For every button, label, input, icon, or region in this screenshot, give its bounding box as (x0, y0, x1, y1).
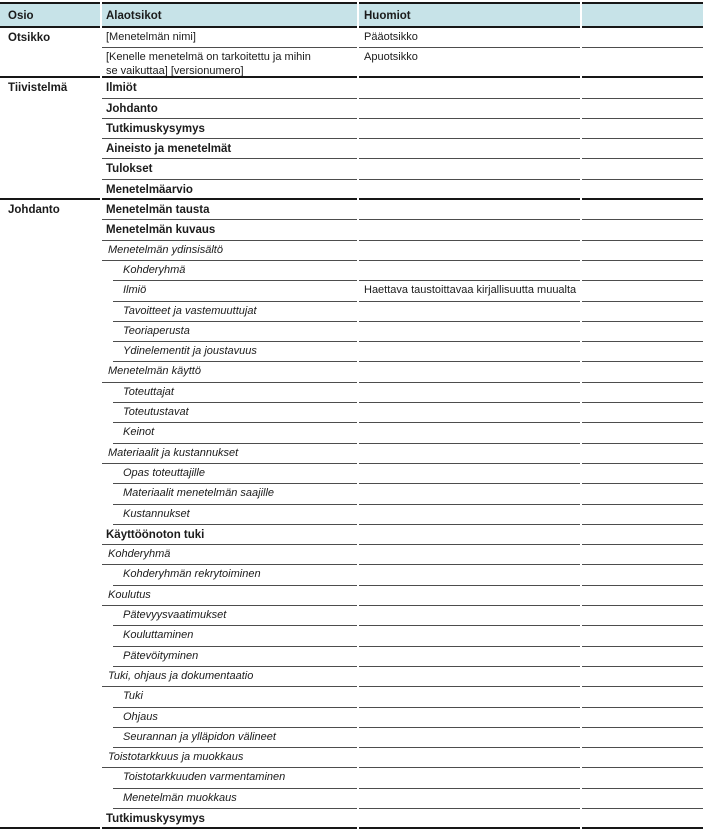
alaotsikko-cell (102, 728, 357, 748)
empty-cell (582, 789, 703, 809)
table-row (0, 302, 705, 322)
huomio-cell (359, 403, 580, 423)
huomio-cell-text: Haettava taustoittavaa kirjallisuutta muualta (364, 284, 577, 297)
alaotsikko-cell-text: Johdanto (106, 102, 158, 115)
table-row (0, 667, 705, 687)
alaotsikko-cell-text: Toistotarkkuus ja muokkaus (108, 751, 244, 764)
alaotsikko-cell-text: Materiaalit ja kustannukset (108, 446, 239, 459)
alaotsikko-cell (102, 241, 357, 261)
alaotsikko-cell (102, 687, 357, 707)
huomio-cell (359, 302, 580, 322)
huomio-cell (359, 322, 580, 342)
empty-cell (582, 464, 703, 484)
alaotsikko-cell-text: Ydinelementit ja joustavuus (123, 345, 257, 358)
column-header-osio (0, 2, 100, 28)
huomio-cell (359, 28, 580, 48)
huomio-cell (359, 48, 580, 78)
alaotsikko-cell-text: Opas toteuttajille (123, 466, 205, 479)
huomio-cell (359, 626, 580, 646)
empty-cell (582, 748, 703, 768)
alaotsikko-cell-text: Tavoitteet ja vastemuuttujat (123, 304, 257, 317)
osio-cell (0, 545, 100, 565)
empty-cell (582, 505, 703, 525)
empty-cell (582, 403, 703, 423)
empty-cell (582, 281, 703, 301)
table-row (0, 647, 705, 667)
osio-cell (0, 220, 100, 240)
alaotsikko-cell-text: Menetelmän käyttö (108, 365, 201, 378)
alaotsikko-cell-text: Toteuttajat (123, 385, 174, 398)
osio-cell (0, 139, 100, 159)
alaotsikko-cell (102, 342, 357, 362)
alaotsikko-cell-text: Pätevyysvaatimukset (123, 609, 227, 622)
osio-cell (0, 748, 100, 768)
table-row (0, 261, 705, 281)
huomio-cell (359, 748, 580, 768)
osio-cell (0, 809, 100, 829)
alaotsikko-cell-text: Menetelmän kuvaus (106, 224, 216, 237)
osio-cell (0, 362, 100, 382)
huomio-cell (359, 586, 580, 606)
alaotsikko-cell (102, 545, 357, 565)
alaotsikko-cell-text: Tuki (123, 690, 143, 703)
osio-cell (0, 789, 100, 809)
alaotsikko-cell (102, 99, 357, 119)
empty-cell (582, 545, 703, 565)
huomio-cell (359, 768, 580, 788)
osio-cell (0, 383, 100, 403)
table-row (0, 342, 705, 362)
alaotsikko-cell-text: Ohjaus (123, 710, 158, 723)
alaotsikko-cell-text: Tutkimuskysymys (106, 122, 205, 135)
alaotsikko-cell (102, 322, 357, 342)
table-row (0, 464, 705, 484)
alaotsikko-cell (102, 281, 357, 301)
osio-cell (0, 281, 100, 301)
alaotsikko-cell (102, 302, 357, 322)
alaotsikko-cell-text: Seurannan ja ylläpidon välineet (123, 730, 276, 743)
alaotsikko-cell (102, 626, 357, 646)
column-header-empty (582, 2, 703, 28)
osio-cell (0, 708, 100, 728)
alaotsikko-cell (102, 789, 357, 809)
table-row (0, 789, 705, 809)
empty-cell (582, 302, 703, 322)
table-row (0, 28, 705, 48)
empty-cell (582, 159, 703, 179)
table-row (0, 809, 705, 829)
osio-cell (0, 667, 100, 687)
table-row (0, 606, 705, 626)
osio-cell (0, 423, 100, 443)
alaotsikko-cell (102, 464, 357, 484)
table-row (0, 565, 705, 585)
table-row (0, 748, 705, 768)
osio-cell-text: Johdanto (8, 204, 60, 217)
osio-cell (0, 484, 100, 504)
osio-cell-text: Tiivistelmä (8, 82, 68, 95)
huomio-cell (359, 423, 580, 443)
column-header-huomiot-text: Huomiot (364, 10, 411, 22)
empty-cell (582, 48, 703, 78)
alaotsikko-cell-text: Pätevöityminen (123, 649, 199, 662)
huomio-cell (359, 281, 580, 301)
osio-cell (0, 444, 100, 464)
empty-cell (582, 525, 703, 545)
empty-cell (582, 139, 703, 159)
huomio-cell (359, 687, 580, 707)
empty-cell (582, 708, 703, 728)
alaotsikko-cell (102, 78, 357, 98)
osio-cell (0, 180, 100, 200)
huomio-cell (359, 362, 580, 382)
osio-cell (0, 99, 100, 119)
osio-cell-text: Otsikko (8, 32, 51, 44)
huomio-cell (359, 667, 580, 687)
osio-cell (0, 647, 100, 667)
alaotsikko-cell (102, 565, 357, 585)
empty-cell (582, 667, 703, 687)
alaotsikko-cell-text: Ilmiöt (106, 82, 137, 95)
alaotsikko-cell-text: Toteutustavat (123, 406, 189, 419)
empty-cell (582, 647, 703, 667)
osio-cell (0, 464, 100, 484)
empty-cell (582, 565, 703, 585)
alaotsikko-cell-text: Teoriaperusta (123, 324, 190, 337)
empty-cell (582, 220, 703, 240)
table-header-row (0, 2, 705, 28)
empty-cell (582, 362, 703, 382)
alaotsikko-cell-text: Kohderyhmä (123, 263, 186, 276)
huomio-cell (359, 220, 580, 240)
huomio-cell (359, 789, 580, 809)
osio-cell (0, 525, 100, 545)
huomio-cell (359, 708, 580, 728)
empty-cell (582, 444, 703, 464)
alaotsikko-cell (102, 525, 357, 545)
table-row (0, 423, 705, 443)
huomio-cell (359, 139, 580, 159)
empty-cell (582, 99, 703, 119)
column-header-alaotsikot (102, 2, 357, 28)
huomio-cell (359, 525, 580, 545)
alaotsikko-cell (102, 586, 357, 606)
huomio-cell (359, 342, 580, 362)
table-row (0, 362, 705, 382)
osio-cell (0, 159, 100, 179)
empty-cell (582, 78, 703, 98)
alaotsikko-cell-text: Tulokset (106, 163, 153, 176)
alaotsikko-cell (102, 220, 357, 240)
huomio-cell (359, 180, 580, 200)
alaotsikko-cell-text: Tuki, ohjaus ja dokumentaatio (108, 669, 254, 682)
osio-cell (0, 687, 100, 707)
alaotsikko-cell-text: Keinot (123, 426, 155, 439)
osio-cell (0, 261, 100, 281)
alaotsikko-cell-text: Kustannukset (123, 507, 190, 520)
empty-cell (582, 626, 703, 646)
empty-cell (582, 586, 703, 606)
huomio-cell (359, 261, 580, 281)
alaotsikko-cell-text: Koulutus (108, 588, 151, 601)
alaotsikko-cell (102, 809, 357, 829)
osio-cell (0, 565, 100, 585)
alaotsikko-cell-text: Tutkimuskysymys (106, 812, 205, 825)
empty-cell (582, 200, 703, 220)
huomio-cell (359, 484, 580, 504)
alaotsikko-cell (102, 180, 357, 200)
alaotsikko-cell-text: [Menetelmän nimi] (106, 31, 196, 43)
alaotsikko-cell-text: Materiaalit menetelmän saajille (123, 487, 275, 500)
alaotsikko-cell (102, 748, 357, 768)
osio-cell (0, 586, 100, 606)
alaotsikko-cell (102, 48, 357, 78)
alaotsikko-cell (102, 159, 357, 179)
empty-cell (582, 687, 703, 707)
huomio-cell (359, 241, 580, 261)
huomio-cell (359, 505, 580, 525)
empty-cell (582, 809, 703, 829)
column-header-huomiot (359, 2, 580, 28)
table-row (0, 768, 705, 788)
alaotsikko-cell (102, 119, 357, 139)
alaotsikko-cell (102, 484, 357, 504)
alaotsikko-cell (102, 362, 357, 382)
alaotsikko-cell (102, 28, 357, 48)
huomio-cell (359, 444, 580, 464)
empty-cell (582, 606, 703, 626)
table-row (0, 545, 705, 565)
table-row (0, 241, 705, 261)
huomio-cell (359, 99, 580, 119)
table-row (0, 159, 705, 179)
huomio-cell (359, 464, 580, 484)
table-row (0, 119, 705, 139)
table-row (0, 180, 705, 200)
alaotsikko-cell-text: Kohderyhmä (108, 548, 171, 561)
empty-cell (582, 322, 703, 342)
table-row (0, 99, 705, 119)
huomio-cell (359, 647, 580, 667)
osio-cell (0, 119, 100, 139)
table-row (0, 383, 705, 403)
osio-cell (0, 200, 100, 220)
huomio-cell-text: Pääotsikko (364, 31, 418, 43)
empty-cell (582, 342, 703, 362)
alaotsikko-cell (102, 667, 357, 687)
alaotsikko-cell (102, 403, 357, 423)
empty-cell (582, 261, 703, 281)
empty-cell (582, 728, 703, 748)
alaotsikko-cell (102, 606, 357, 626)
huomio-cell (359, 119, 580, 139)
alaotsikko-cell (102, 423, 357, 443)
huomio-cell (359, 78, 580, 98)
huomio-cell (359, 606, 580, 626)
huomio-cell (359, 545, 580, 565)
huomio-cell-text: Apuotsikko (364, 51, 418, 64)
table-row (0, 525, 705, 545)
alaotsikko-cell-text: Ilmiö (123, 284, 147, 297)
table-row (0, 220, 705, 240)
table-row (0, 484, 705, 504)
alaotsikko-cell-text: Kouluttaminen (123, 629, 194, 642)
empty-cell (582, 28, 703, 48)
table-row (0, 586, 705, 606)
empty-cell (582, 423, 703, 443)
table-row (0, 708, 705, 728)
huomio-cell (359, 200, 580, 220)
alaotsikko-cell-text: Menetelmän muokkaus (123, 791, 237, 804)
huomio-cell (359, 728, 580, 748)
alaotsikko-cell (102, 647, 357, 667)
osio-cell (0, 505, 100, 525)
alaotsikko-cell (102, 708, 357, 728)
osio-cell (0, 28, 100, 48)
table-row (0, 626, 705, 646)
column-header-alaotsikot-text: Alaotsikot (106, 10, 162, 22)
alaotsikko-cell-text: Menetelmän tausta (106, 204, 210, 217)
huomio-cell (359, 809, 580, 829)
empty-cell (582, 180, 703, 200)
alaotsikko-cell-text: Toistotarkkuuden varmentaminen (123, 771, 286, 784)
table-body (0, 28, 705, 829)
empty-cell (582, 119, 703, 139)
alaotsikko-cell (102, 139, 357, 159)
empty-cell (582, 768, 703, 788)
alaotsikko-cell-text: Kohderyhmän rekrytoiminen (123, 568, 261, 581)
table-row (0, 444, 705, 464)
table-row (0, 200, 705, 220)
osio-cell (0, 241, 100, 261)
empty-cell (582, 484, 703, 504)
osio-cell (0, 78, 100, 98)
table-row (0, 403, 705, 423)
osio-cell (0, 403, 100, 423)
alaotsikko-cell-text: Käyttöönoton tuki (106, 528, 205, 541)
huomio-cell (359, 565, 580, 585)
empty-cell (582, 241, 703, 261)
osio-cell (0, 302, 100, 322)
osio-cell (0, 768, 100, 788)
alaotsikko-cell (102, 383, 357, 403)
alaotsikko-cell (102, 505, 357, 525)
osio-cell (0, 342, 100, 362)
alaotsikko-cell (102, 261, 357, 281)
table-row (0, 48, 705, 78)
column-header-osio-text: Osio (8, 10, 34, 22)
huomio-cell (359, 159, 580, 179)
empty-cell (582, 383, 703, 403)
alaotsikko-cell-text: Menetelmän ydinsisältö (108, 243, 223, 256)
alaotsikko-cell-text: [Kenelle menetelmä on tarkoitettu ja mihin se vaikuttaa] [versionumero] (106, 51, 311, 78)
osio-cell (0, 728, 100, 748)
table-row (0, 281, 705, 301)
alaotsikko-cell (102, 444, 357, 464)
huomio-cell (359, 383, 580, 403)
alaotsikko-cell-text: Menetelmäarvio (106, 183, 193, 196)
osio-cell (0, 626, 100, 646)
table-row (0, 78, 705, 98)
osio-cell (0, 322, 100, 342)
alaotsikko-cell (102, 200, 357, 220)
osio-cell (0, 606, 100, 626)
table-row (0, 687, 705, 707)
table-row (0, 505, 705, 525)
table-row (0, 728, 705, 748)
alaotsikko-cell-text: Aineisto ja menetelmät (106, 143, 232, 156)
osio-cell (0, 48, 100, 78)
alaotsikko-cell (102, 768, 357, 788)
table-row (0, 139, 705, 159)
table-row (0, 322, 705, 342)
